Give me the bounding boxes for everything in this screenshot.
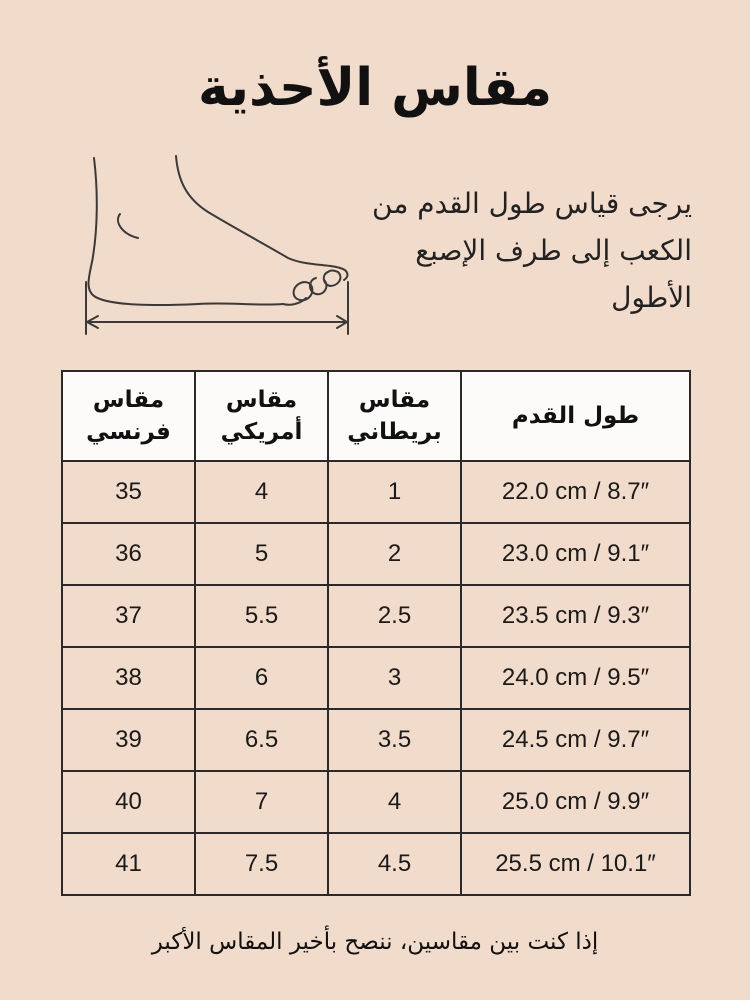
foot-measurement-icon [78,150,358,340]
instruction-line: الأطول [611,281,692,314]
cell-fr-size: 41 [62,833,195,895]
cell-foot-length [461,461,690,523]
cell-fr-size: 36 [62,523,195,585]
length-value: 25.0 cm / 9.9″ [501,788,650,815]
cell-fr-size: 37 [62,585,195,647]
instruction-line: الكعب إلى طرف الإصبع [415,234,692,267]
cell-foot-length [461,833,690,895]
cell-uk-size: 4 [328,771,461,833]
cell-us-size: 4 [195,461,328,523]
cell-us-size: 7 [195,771,328,833]
size-chart-table [61,370,691,896]
header-uk-line: مقاس [358,387,431,413]
cell-us-size: 5 [195,523,328,585]
measurement-instruction [332,180,692,321]
cell-fr-size: 35 [62,461,195,523]
cell-us-size: 6 [195,647,328,709]
length-value: 23.5 cm / 9.3″ [501,602,650,629]
cell-uk-size: 1 [328,461,461,523]
table-row [62,585,690,647]
instruction-line: يرجى قياس طول القدم من [372,187,692,220]
cell-foot-length [461,523,690,585]
length-value: 23.0 cm / 9.1″ [501,540,650,567]
table-row [62,461,690,523]
header-fr-line: فرنسي [86,419,171,445]
cell-us-size: 7.5 [195,833,328,895]
cell-uk-size: 2 [328,523,461,585]
cell-us-size: 6.5 [195,709,328,771]
cell-uk-size: 3.5 [328,709,461,771]
sizing-tip-note: إذا كنت بين مقاسين، ننصح بأخير المقاس الأكبر [151,929,599,955]
length-value: 25.5 cm / 10.1″ [495,850,656,877]
header-us-size [195,371,328,461]
cell-fr-size: 39 [62,709,195,771]
cell-fr-size: 40 [62,771,195,833]
cell-foot-length [461,771,690,833]
header-fr-line: مقاس [92,387,165,413]
cell-foot-length [461,647,690,709]
table-header-row [62,371,690,461]
header-uk-size [328,371,461,461]
length-value: 24.0 cm / 9.5″ [501,664,650,691]
page-title: مقاس الأحذية [197,58,553,118]
table-row [62,771,690,833]
header-uk-line: بريطاني [347,419,442,445]
cell-foot-length [461,709,690,771]
header-us-line: مقاس [225,387,298,413]
cell-uk-size: 2.5 [328,585,461,647]
length-value: 24.5 cm / 9.7″ [501,726,650,753]
table-row [62,523,690,585]
header-fr-size [62,371,195,461]
cell-foot-length [461,585,690,647]
length-value: 22.0 cm / 8.7″ [501,478,650,505]
cell-uk-size: 3 [328,647,461,709]
table-row [62,647,690,709]
table-row [62,709,690,771]
table-row [62,833,690,895]
cell-us-size: 5.5 [195,585,328,647]
header-foot-length: طول القدم [461,371,690,461]
header-us-line: أمريكي [220,419,303,445]
cell-fr-size: 38 [62,647,195,709]
cell-uk-size: 4.5 [328,833,461,895]
